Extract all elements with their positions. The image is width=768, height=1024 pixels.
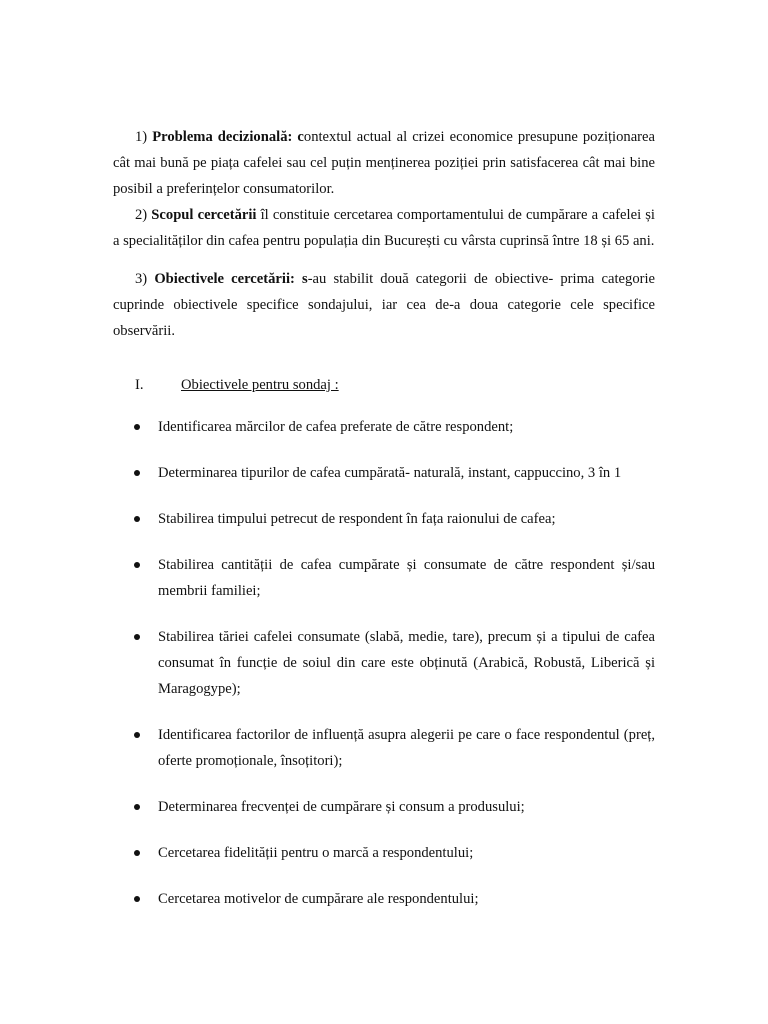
item-bold-label: Problema decizională: [152, 129, 293, 145]
item-text: îl constituie cercetarea comportamentului de cumpărare a cafelei și a specialităților din cafea pentru populația din București cu vârsta cuprinsă între 18 și 65 ani. [113, 207, 655, 249]
item-problema [113, 124, 655, 202]
list-item-text: Determinarea frecvenței de cumpărare și consum a produsului; [158, 799, 525, 815]
list-item [113, 624, 655, 702]
list-item-text: Stabilirea timpului petrecut de respondent în fața raionului de cafea; [158, 511, 556, 527]
list-item [113, 460, 655, 486]
item-text: ontextul actual al crizei economice presupune poziționarea cât mai bună pe piața cafelei sau cel puțin menținerea poziției prin satisfacerea cât mai bine posibil a preferințelor consumatorilor. [113, 129, 655, 197]
document-content [113, 124, 655, 912]
section-heading [113, 372, 655, 398]
bullet-icon [134, 634, 140, 640]
list-item-text: Stabilirea tăriei cafelei consumate (slabă, medie, tare), precum și a tipului de cafea consumat în funcție de soiul din care este obținută (Arabică, Robustă, Liberică și Maragogype); [158, 629, 655, 697]
item-number: 2) [135, 207, 148, 223]
item-bold-lead: s [294, 271, 308, 287]
item-number: 1) [135, 129, 148, 145]
bullet-icon [134, 470, 140, 476]
item-bold-label: Scopul cercetării [151, 207, 257, 223]
item-bold-label: Obiectivele cercetării: [154, 271, 295, 287]
item-scopul [113, 202, 655, 254]
bullet-icon [134, 424, 140, 430]
item-text: -au stabilit două categorii de obiective- prima categorie cuprinde obiectivele specifice sondajului, iar cea de-a doua categorie cele specifice observării. [113, 271, 656, 339]
list-item-text: Stabilirea cantității de cafea cumpărate și consumate de către respondent și/sau membrii familiei; [158, 557, 655, 599]
list-item-text: Determinarea tipurilor de cafea cumpărată- naturală, instant, cappuccino, 3 în 1 [158, 465, 622, 481]
objectives-list [113, 414, 655, 912]
list-item [113, 722, 655, 774]
section-number: I. [135, 377, 144, 393]
list-item-text: Cercetarea fidelității pentru o marcă a respondentului; [158, 845, 474, 861]
list-item [113, 552, 655, 604]
bullet-icon [134, 896, 140, 902]
section-title: Obiectivele pentru sondaj : [181, 377, 339, 393]
item-bold-lead: c [297, 129, 304, 145]
list-item-text: Cercetarea motivelor de cumpărare ale respondentului; [158, 891, 479, 907]
list-item-text: Identificarea mărcilor de cafea preferate de către respondent; [158, 419, 514, 435]
list-item-text: Identificarea factorilor de influență asupra alegerii pe care o face respondentul (preț, oferte promoționale, însoțitori); [158, 727, 655, 769]
bullet-icon [134, 850, 140, 856]
bullet-icon [134, 732, 140, 738]
list-item [113, 506, 655, 532]
item-number: 3) [135, 271, 148, 287]
list-item [113, 840, 655, 866]
list-item [113, 414, 655, 440]
bullet-icon [134, 516, 140, 522]
list-item [113, 886, 655, 912]
list-item [113, 794, 655, 820]
bullet-icon [134, 562, 140, 568]
bullet-icon [134, 804, 140, 810]
item-obiectivele [113, 266, 655, 344]
